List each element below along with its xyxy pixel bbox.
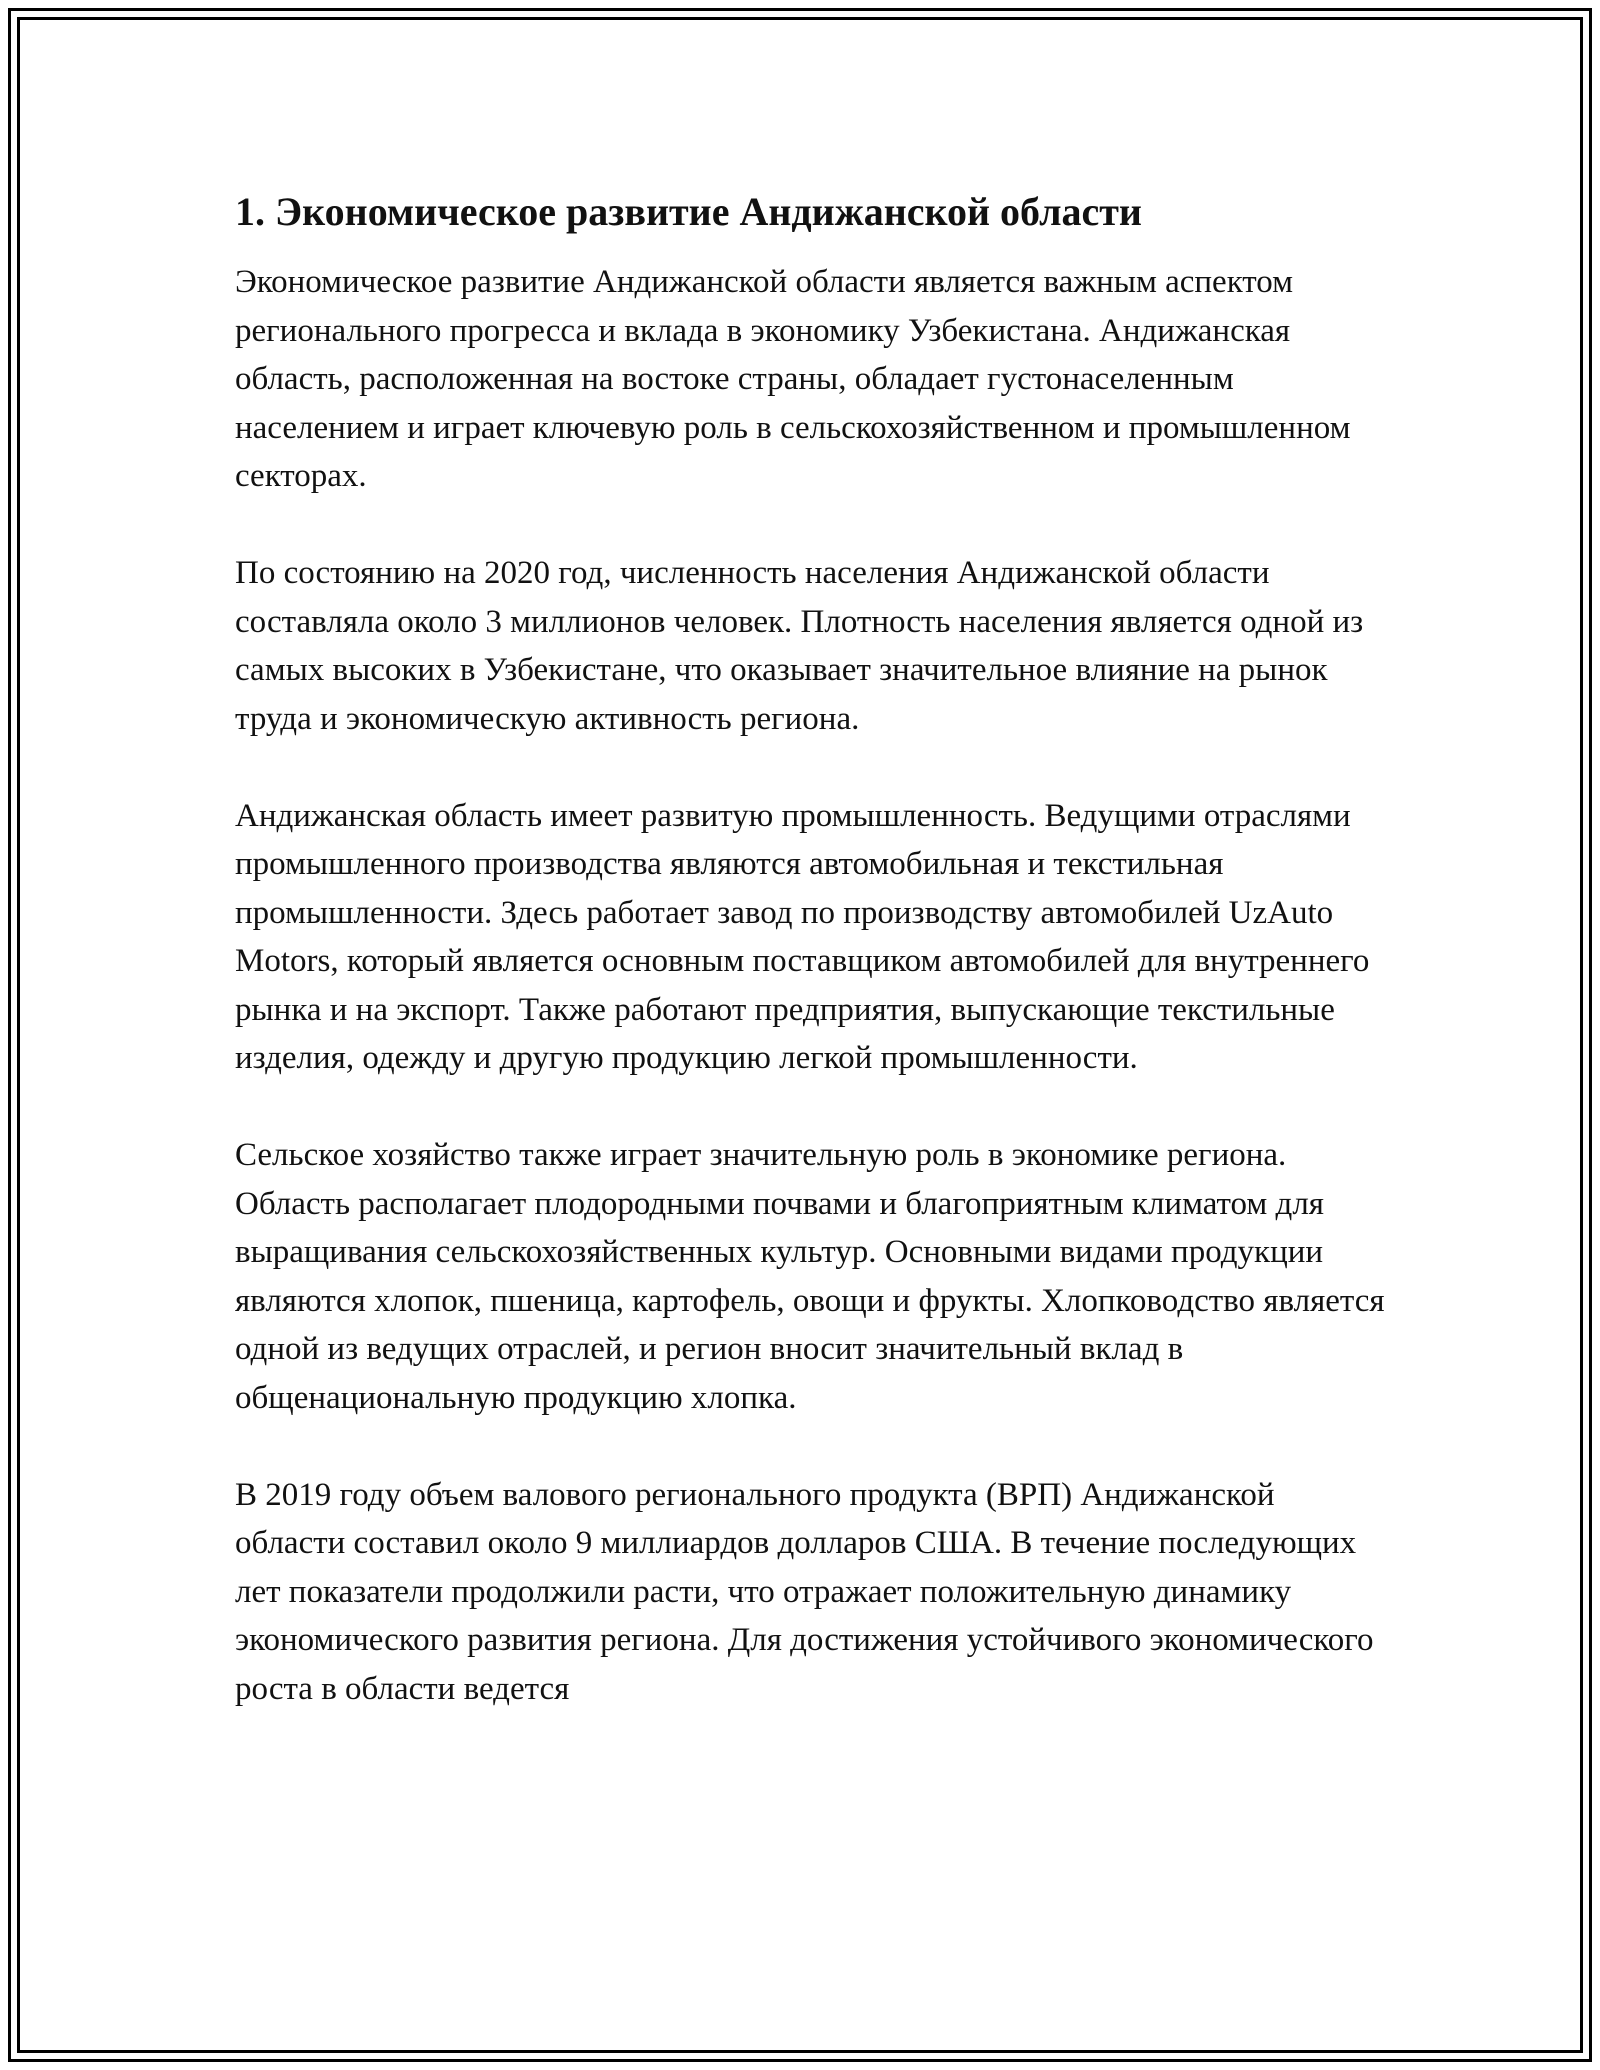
paragraph-5: В 2019 году объем валового регионального продукта (ВРП) Андижанской области составил около 9 миллиардов долларов США. В течение последующих лет показатели продолжили расти, что отражает положительную динамику экономического развития региона. Для достижения устойчивого экономического роста в области ведется xyxy=(235,1476,1374,1707)
paragraph-3: Андижанская область имеет развитую промышленность. Ведущими отраслями промышленного производства являются автомобильная и текстильная промышленности. Здесь работает завод по производству автомобилей UzAuto Motors, который является основным поставщиком автомобилей для внутреннего рынка и на экспорт. Также работают предприятия, выпускающие текстильные изделия, одежду и другую продукцию легкой промышленности. xyxy=(235,797,1370,1076)
section-heading: 1. Экономическое развитие Андижанской области xyxy=(235,189,1142,234)
document-page xyxy=(235,186,1385,1762)
paragraph-2: По состоянию на 2020 год, численность населения Андижанской области составляла около 3 миллионов человек. Плотность населения является одной из самых высоких в Узбекистане, что оказывает значительное влияние на рынок труда и экономическую активность региона. xyxy=(235,555,1364,737)
paragraph-4: Сельское хозяйство также играет значительную роль в экономике региона. Область располагает плодородными почвами и благоприятным климатом для выращивания сельскохозяйственных культур. Основными видами продукции являются хлопок, пшеница, картофель, овощи и фрукты. Хлопководство является одной из ведущих отраслей, и регион вносит значительный вклад в общенациональную продукцию хлопка. xyxy=(235,1137,1385,1416)
paragraph-1: Экономическое развитие Андижанской области является важным аспектом регионального прогресса и вклада в экономику Узбекистана. Андижанская область, расположенная на востоке страны, обладает густонаселенным населением и играет ключевую роль в сельскохозяйственном и промышленном секторах. xyxy=(235,264,1351,494)
